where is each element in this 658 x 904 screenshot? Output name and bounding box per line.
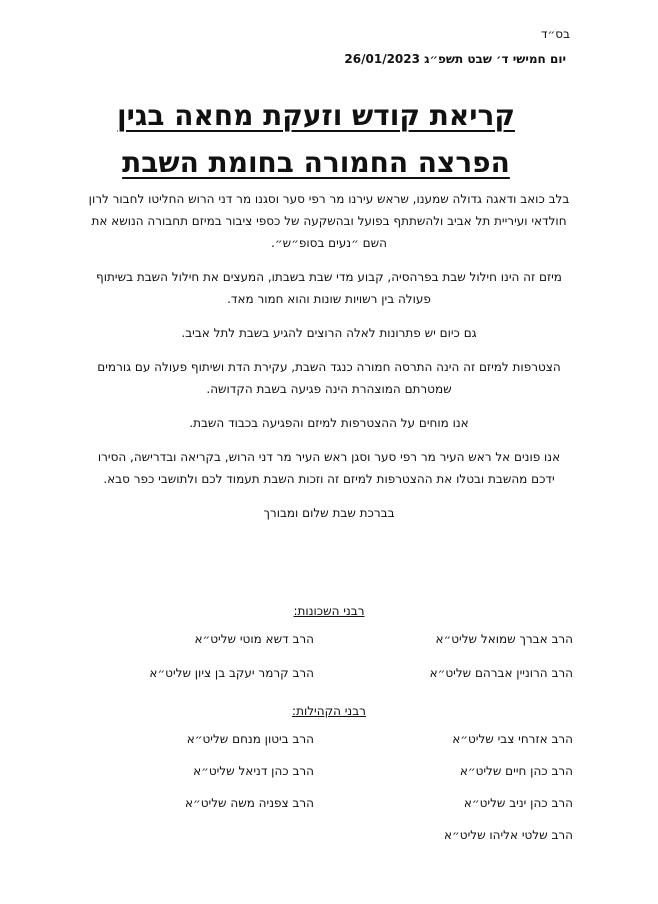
signature-row [85, 632, 573, 646]
signature: הרב שלטי אליהו שליט״א [444, 828, 573, 842]
page-title [60, 92, 572, 186]
paragraph-4: הצטרפות למיזם זה הינה התרסה חמורה כנגד השבת, עקירת הדת ושיתוף פעולה עם גורמים שמטרתם המוצהרת הינה פגיעה בשבת הקדושה. [97, 360, 561, 396]
signature-row [85, 732, 573, 746]
paragraph-6: אנו פונים אל ראש העיר מר רפי סער וסגן ראש העיר מר דני הרוש, בקריאה ובדרישה, הסירו ידכם מהשבת ובטלו את ההצטרפות למיזם זה וזכות השבת תעמוד לכם ולתושבי כפר סבא. [97, 450, 561, 486]
signature: הרב צפניה משה שליט״א [185, 796, 314, 810]
signature: הרב אזרחי צבי שליט״א [452, 732, 573, 746]
paragraph-1: בלב כואב ודאגה גדולה שמענו, שראש עירנו מר רפי סער וסגנו מר דני הרוש החליטו לחבור לרון חולדאי ועיריית תל אביב ולהשתתף בפועל ובהשקעה של כספי ציבור במיזם תחבורה הנושא את השם ״נעים בסופ״ש״. [88, 192, 570, 250]
neighborhood-rabbis [85, 604, 573, 680]
closing-line: בברכת שבת שלום ומבורך [263, 506, 395, 520]
signature: הרב כהן חיים שליט״א [459, 764, 573, 778]
paragraph-5: אנו מוחים על ההצטרפות למיזם והפגיעה בכבוד השבת. [189, 416, 469, 430]
neighborhood-rabbis-title: רבני השכונות: [293, 604, 365, 618]
signature-row [85, 666, 573, 680]
signature-row [85, 796, 573, 810]
signature: הרב דשא מוטי שליט״א [194, 632, 314, 646]
signature: הרב ביטון מנחם שליט״א [186, 732, 314, 746]
signature: הרב הרוניין אברהם שליט״א [429, 666, 573, 680]
signature: הרב אברך שמואל שליט״א [435, 632, 573, 646]
bsd-mark: בס״ד [540, 27, 570, 41]
paragraph-3: גם כיום יש פתרונות לאלה הרוצים להגיע בשבת לתל אביב. [181, 326, 477, 340]
letter-body [85, 188, 573, 536]
signature [85, 828, 344, 842]
title-line-2: הפרצה החמורה בחומת השבת [122, 146, 510, 179]
gregorian-date: 26/01/2023 [344, 52, 420, 66]
hebrew-date: יום חמישי ד׳ שבט תשפ״ג [424, 52, 566, 66]
community-rabbis-title: רבני הקהילות: [292, 704, 366, 718]
signature: הרב כהן יניב שליט״א [463, 796, 573, 810]
signature-row [85, 764, 573, 778]
date-line [60, 52, 566, 66]
signature: הרב קרמר יעקב בן ציון שליט״א [149, 666, 314, 680]
signature-row [85, 828, 573, 842]
title-line-1: קריאת קודש וזעקת מחאה בגין [117, 99, 515, 132]
paragraph-2: מיזם זה הינו חילול שבת בפרהסיה, קבוע מדי שבת בשבתו, המעצים את חילול השבת בשיתוף פעולה בין רשויות שונות והוא חמור מאד. [96, 270, 562, 306]
signature: הרב כהן דניאל שליט״א [193, 764, 314, 778]
community-rabbis [85, 704, 573, 842]
